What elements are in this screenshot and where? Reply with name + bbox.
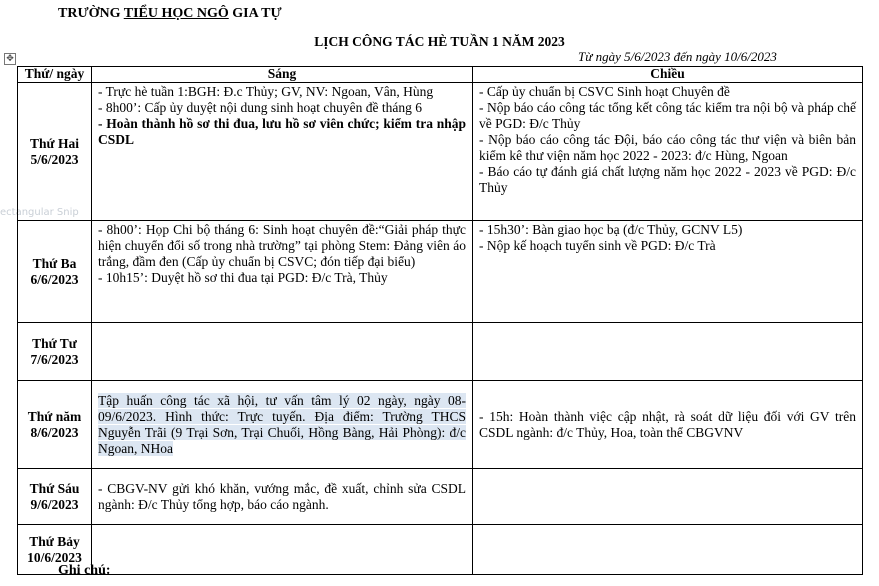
day-date: 10/6/2023 [27, 549, 82, 565]
afternoon-item: - Cấp ủy chuẩn bị CSVC Sinh hoạt Chuyên đề [479, 84, 730, 99]
day-date: 6/6/2023 [30, 271, 79, 287]
school-name-underlined: TIỂU HỌC NGÔ [123, 6, 229, 21]
morning-cell [92, 83, 473, 221]
header-day: Thứ/ ngày [18, 67, 92, 83]
morning-item: - Trực hè tuần 1:BGH: Đ.c Thủy; GV, NV: Ngoan, Vân, Hùng [98, 84, 434, 99]
header-afternoon: Chiều [473, 67, 863, 83]
afternoon-item: - Nộp báo cáo công tác tổng kết công tác kiểm tra nội bộ và pháp chế về PGD: Đ/c Thủy [479, 100, 856, 131]
day-name: Thứ Ba [32, 255, 77, 271]
afternoon-item: - 15h: Hoàn thành việc cập nhật, rà soát dữ liệu đối với GV trên CSDL ngành: đ/c Thủy, Hoa, toàn thể CBGVNV [479, 408, 856, 440]
morning-item: - 8h00’: Họp Chi bộ tháng 6: Sinh hoạt chuyên đề:“Giải pháp thực hiện chuyển đổi số trong nhà trường” tại phòng Stem: Đảng viên áo trắng, đầm đen (Cấp ủy chuẩn bị CSVC; đón tiếp đại biểu) [98, 222, 466, 269]
day-name: Thứ Hai [30, 135, 79, 151]
afternoon-item: - 15h30’: Bàn giao học bạ (đ/c Thủy, GCNV L5) [479, 222, 743, 237]
afternoon-cell [473, 221, 863, 323]
day-name: Thứ Tư [32, 335, 77, 351]
notes-label: Ghi chú: [58, 563, 111, 578]
morning-cell [92, 525, 473, 575]
afternoon-cell [473, 469, 863, 525]
day-cell [18, 221, 92, 323]
morning-cell [92, 381, 473, 469]
day-date: 9/6/2023 [30, 496, 79, 512]
afternoon-cell [473, 381, 863, 469]
snip-tool-label: ectangular Snip [0, 207, 79, 218]
header-row [18, 67, 863, 83]
table-row-monday [18, 83, 863, 221]
table-row-friday [18, 469, 863, 525]
table-row-tuesday [18, 221, 863, 323]
table-row-saturday [18, 525, 863, 575]
school-name: TRƯỜNG TIỂU HỌC NGÔ GIA TỰ [58, 6, 282, 21]
day-cell [18, 323, 92, 381]
afternoon-item: - Báo cáo tự đánh giá chất lượng năm học 2022 - 2023 về PGD: Đ/c Thủy [479, 164, 856, 195]
day-name: Thứ Bảy [29, 533, 80, 549]
afternoon-cell [473, 323, 863, 381]
day-date: 5/6/2023 [30, 151, 79, 167]
morning-item: - CBGV-NV gửi khó khăn, vướng mắc, đề xuất, chỉnh sửa CSDL ngành: Đ/c Thủy tổng hợp, báo cáo ngành. [98, 480, 466, 512]
document-title: LỊCH CÔNG TÁC HÈ TUẦN 1 NĂM 2023 [314, 34, 565, 49]
table-row-wednesday [18, 323, 863, 381]
table-move-handle-icon[interactable]: ✥ [4, 53, 16, 65]
day-cell [18, 83, 92, 221]
table-row-thursday [18, 381, 863, 469]
morning-item: - Hoàn thành hồ sơ thi đua, lưu hồ sơ viên chức; kiểm tra nhập CSDL [98, 116, 466, 147]
day-name: Thứ năm [27, 408, 82, 424]
morning-cell [92, 221, 473, 323]
morning-item: - 8h00’: Cấp ủy duyệt nội dung sinh hoạt chuyên đề tháng 6 [98, 100, 422, 115]
day-cell [18, 469, 92, 525]
day-date: 7/6/2023 [30, 351, 79, 367]
afternoon-cell [473, 83, 863, 221]
morning-item-highlighted: Tập huấn công tác xã hội, tư vấn tâm lý 02 ngày, ngày 08-09/6/2023. Hình thức: Trực tuyến. Địa điểm: Trường THCS Nguyễn Trãi (9 Trại Sơn, Trại Chuối, Hồng Bàng, Hải Phòng): đ/c Ngoan, NHoa [98, 392, 466, 456]
morning-cell [92, 469, 473, 525]
afternoon-item: - Nộp báo cáo công tác Đội, báo cáo công tác thư viện và biên bản kiểm kê thư viện năm học 2022 - 2023: đ/c Hùng, Ngoan [479, 132, 856, 163]
afternoon-item: - Nộp kế hoạch tuyển sinh về PGD: Đ/c Trà [479, 238, 716, 253]
schedule-table [17, 66, 863, 575]
morning-cell [92, 323, 473, 381]
day-cell [18, 381, 92, 469]
day-name: Thứ Sáu [29, 480, 80, 496]
day-date: 8/6/2023 [30, 424, 79, 440]
afternoon-cell [473, 525, 863, 575]
morning-item: - 10h15’: Duyệt hồ sơ thi đua tại PGD: Đ/c Trà, Thủy [98, 270, 388, 285]
header-morning: Sáng [92, 67, 473, 83]
date-range: Từ ngày 5/6/2023 đến ngày 10/6/2023 [578, 49, 777, 64]
